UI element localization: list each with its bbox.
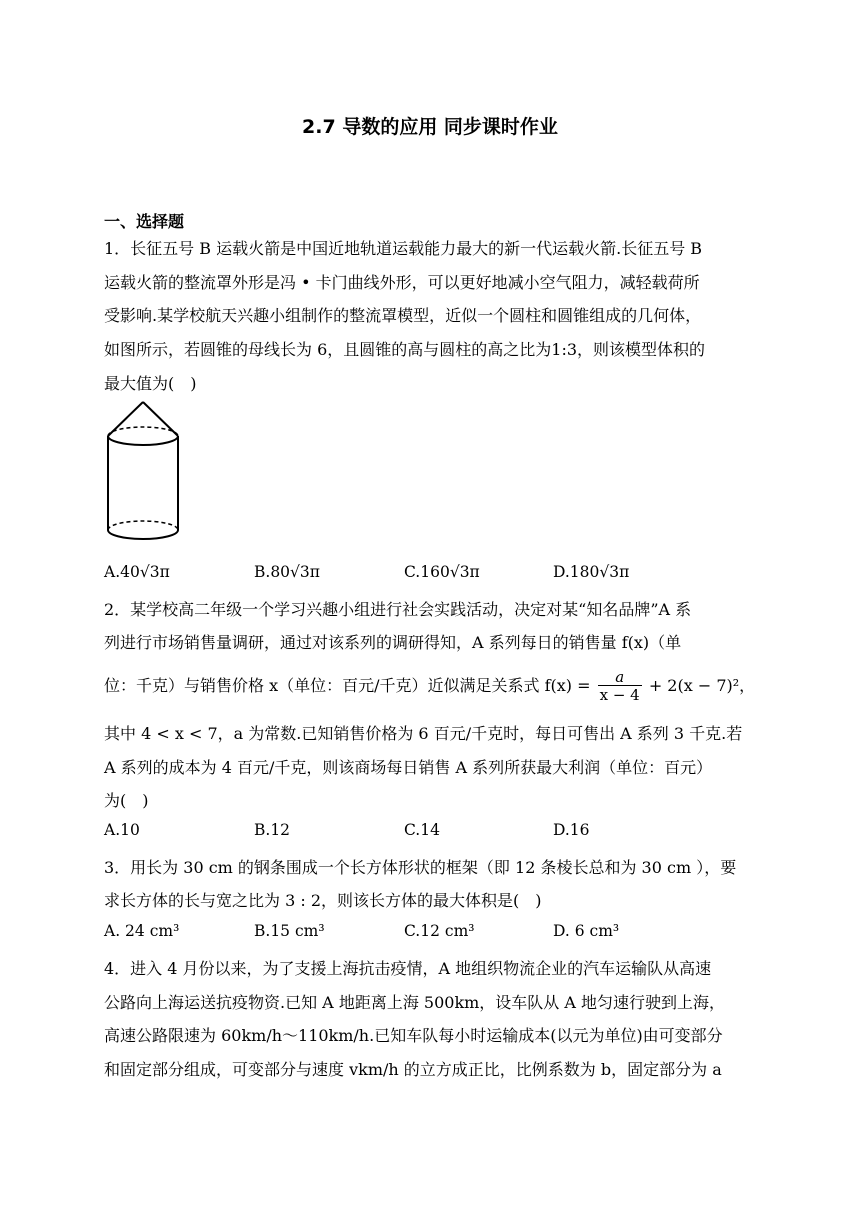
q1-line-4: 如图所示，若圆锥的母线长为 6，且圆锥的高与圆柱的高之比为1:3，则该模型体积的 (104, 340, 706, 359)
q2-line-4: 其中 4 < x < 7，a 为常数.已知销售价格为 6 百元/千克时，每日可售出 A 系列 3 千克.若 (104, 724, 743, 743)
q2-option-a[interactable]: A.10 (104, 821, 140, 839)
q1-option-d[interactable]: D.180√3π (553, 563, 630, 581)
q1-option-c[interactable]: C.160√3π (404, 563, 480, 581)
q3-option-c[interactable]: C.12 cm³ (404, 922, 475, 940)
q1-option-a[interactable]: A.40√3π (104, 563, 170, 581)
q3-line-2: 求长方体的长与宽之比为 3 : 2，则该长方体的最大体积是( ) (104, 891, 542, 910)
q1-option-b[interactable]: B.80√3π (254, 563, 320, 581)
q3-options (104, 922, 764, 946)
q2-line-3-pre: 位：千克）与销售价格 x（单位：百元/千克）近似满足关系式 f(x) = (104, 676, 591, 695)
q2-line-3-post: + 2(x − 7)²， (648, 676, 756, 695)
q1-line-2: 运载火箭的整流罩外形是冯 • 卡门曲线外形，可以更好地减小空气阻力，减轻载荷所 (104, 273, 700, 292)
q3-option-d[interactable]: D. 6 cm³ (553, 922, 620, 940)
q4-line-1: 4．进入 4 月份以来，为了支援上海抗击疫情，A 地组织物流企业的汽车运输队从高速 (104, 959, 712, 978)
q2-line-5: A 系列的成本为 4 百元/千克，则该商场每日销售 A 系列所获最大利润（单位：百元） (104, 758, 713, 777)
q1-line-3: 受影响.某学校航天兴趣小组制作的整流罩模型，近似一个圆柱和圆锥组成的几何体， (104, 306, 702, 325)
q4-line-3: 高速公路限速为 60km/h～110km/h.已知车队每小时运输成本(以元为单位)由可变部分 (104, 1026, 723, 1045)
q2-option-d[interactable]: D.16 (553, 821, 590, 839)
q3-option-b[interactable]: B.15 cm³ (254, 922, 325, 940)
q2-line-1: 2．某学校高二年级一个学习兴趣小组进行社会实践活动，决定对某“知名品牌”A 系 (104, 600, 692, 619)
q2-fraction (598, 669, 642, 704)
q2-options (104, 821, 764, 845)
q1-line-1: 1．长征五号 B 运载火箭是中国近地轨道运载能力最大的新一代运载火箭.长征五号 B (104, 239, 703, 258)
q2-fraction-numerator: a (615, 668, 625, 686)
section-heading: 一、选择题 (104, 212, 185, 231)
q2-option-c[interactable]: C.14 (404, 821, 440, 839)
q1-options (104, 563, 764, 587)
page-title: 2.7 导数的应用 同步课时作业 (302, 116, 558, 138)
q2-line-6: 为( ) (104, 791, 149, 810)
q4-line-2: 公路向上海运送抗疫物资.已知 A 地距离上海 500km，设车队从 A 地匀速行驶到上海， (104, 993, 726, 1012)
q2-line-3 (104, 666, 760, 706)
q2-line-2: 列进行市场销售量调研，通过对该系列的调研得知，A 系列每日的销售量 f(x)（单 (104, 633, 682, 652)
q3-option-a[interactable]: A. 24 cm³ (104, 922, 180, 940)
q3-line-1: 3．用长为 30 cm 的钢条围成一个长方体形状的框架（即 12 条棱长总和为 30 cm ），要 (104, 858, 737, 877)
cylinder-cone-figure (104, 398, 194, 548)
q4-line-4: 和固定部分组成，可变部分与速度 vkm/h 的立方成正比，比例系数为 b，固定部分为 a (104, 1060, 722, 1079)
q2-fraction-denominator: x − 4 (599, 686, 640, 704)
q1-line-5: 最大值为( ) (104, 374, 197, 393)
q2-option-b[interactable]: B.12 (254, 821, 291, 839)
